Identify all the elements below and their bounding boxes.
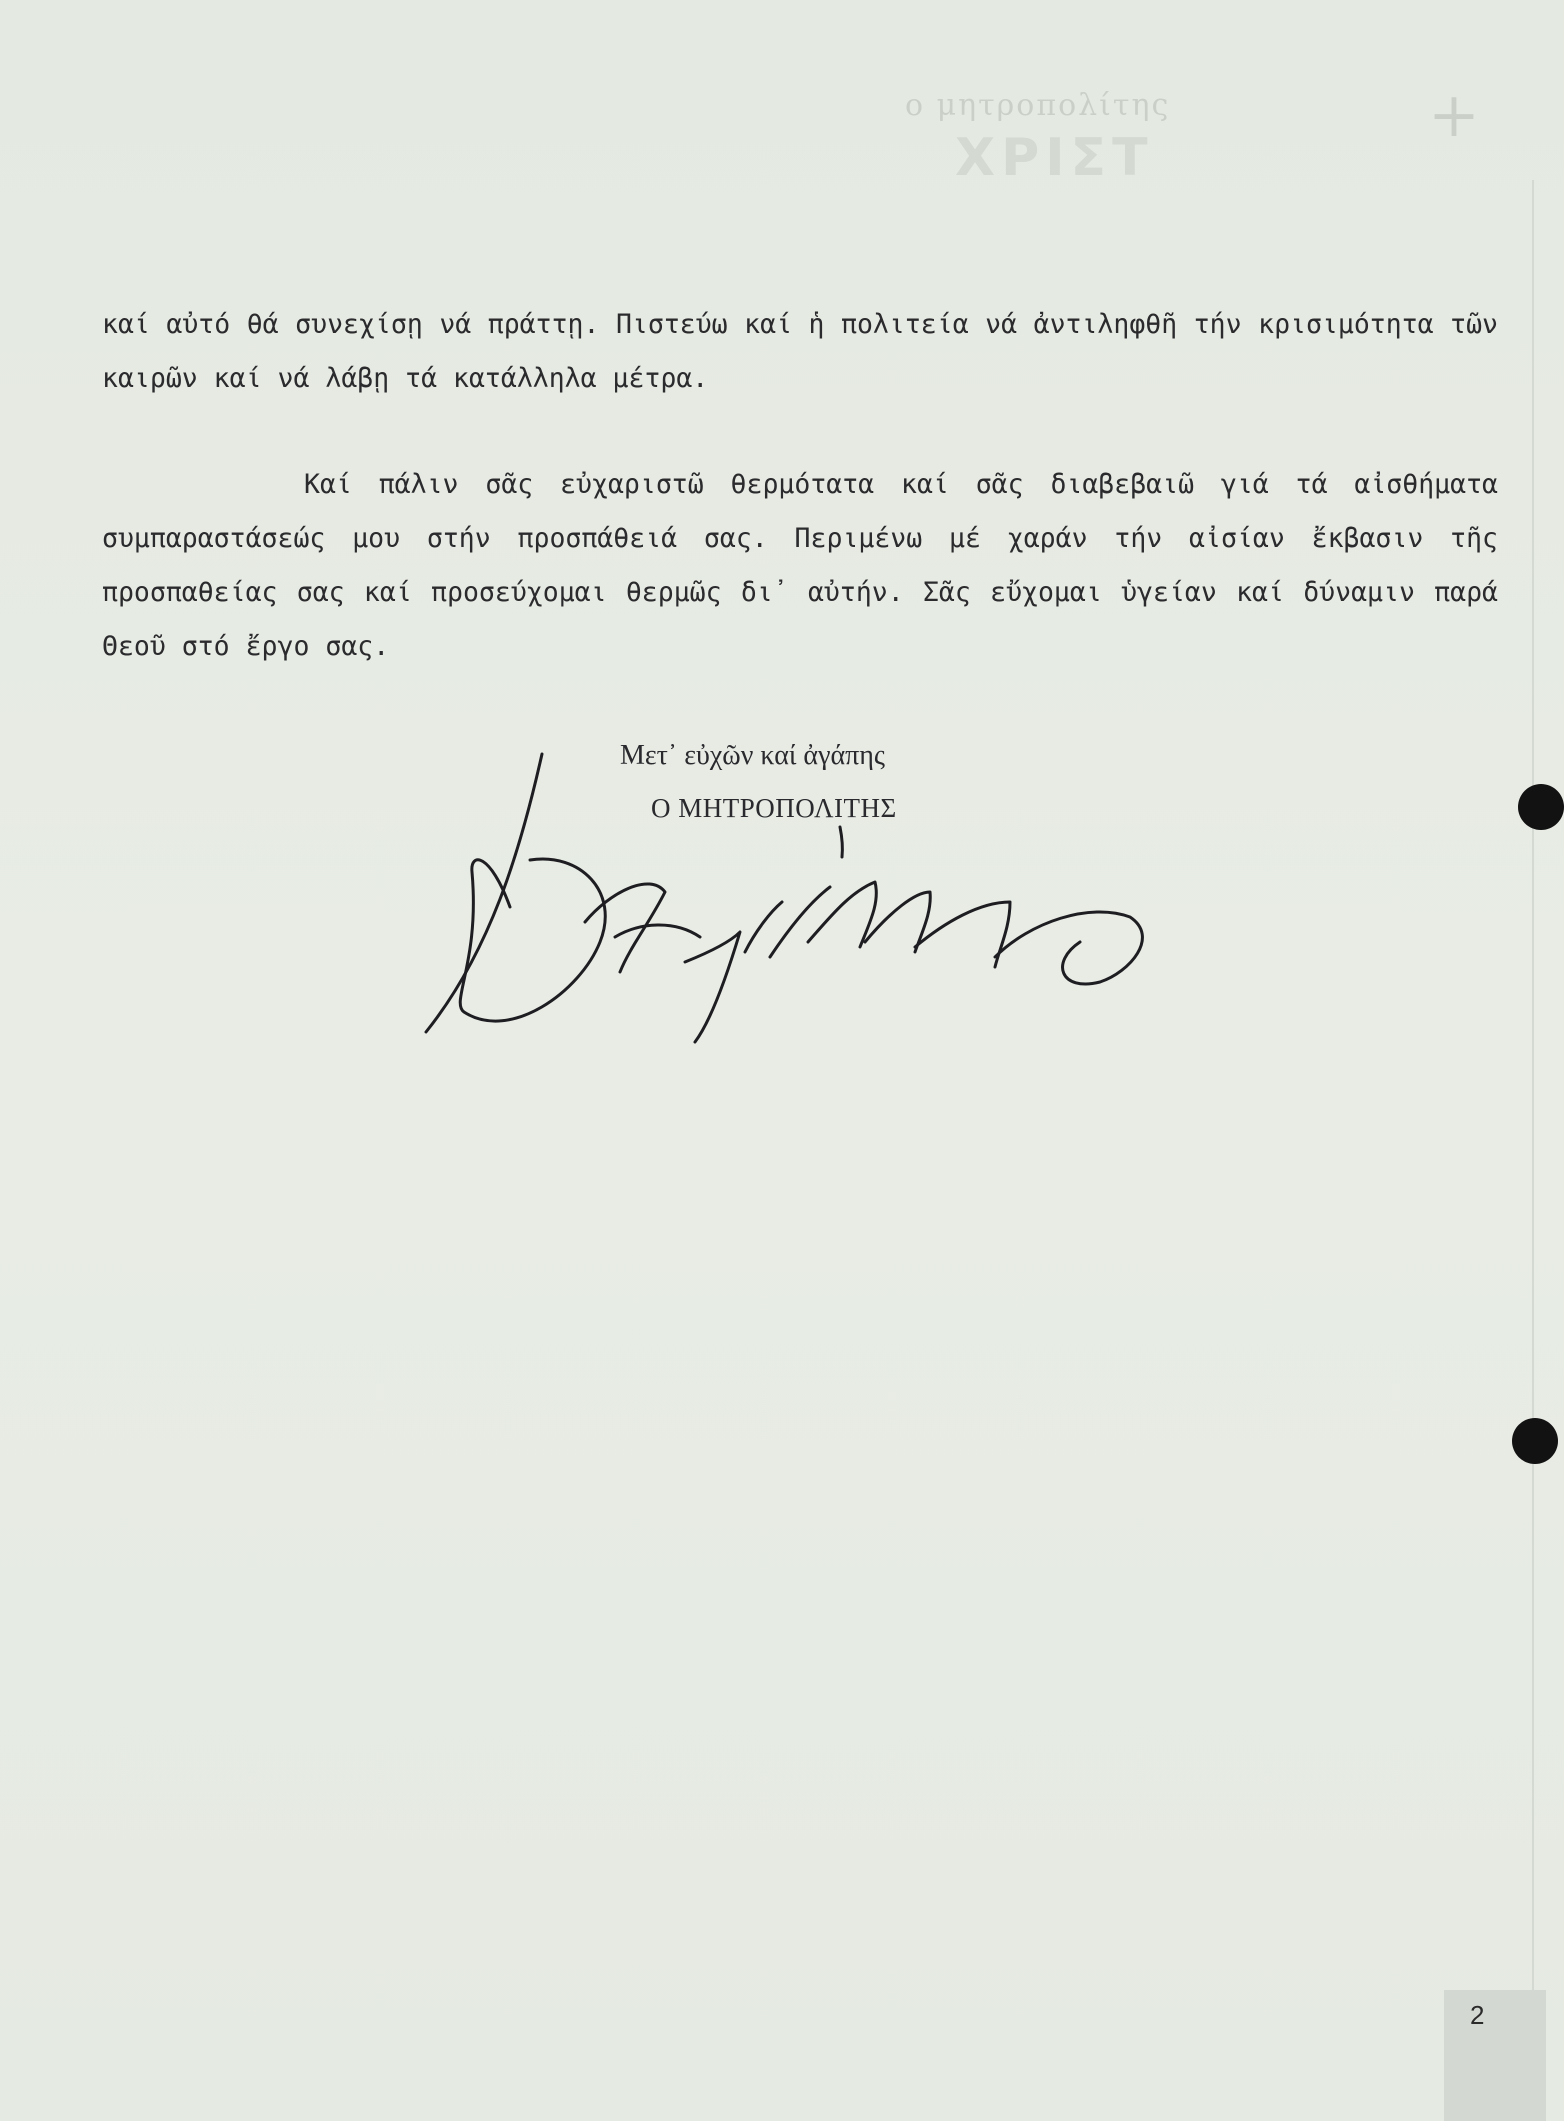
paper-edge-line bbox=[1532, 180, 1534, 2080]
closing-greeting: Μετ᾽ εὐχῶν καί ἀγάπης bbox=[620, 740, 886, 771]
letterhead-bleed-line-2: ΧΡΙΣΤ bbox=[955, 128, 1154, 188]
closing-title: Ο ΜΗΤΡΟΠΟΛΙΤΗΣ bbox=[651, 793, 897, 823]
body-paragraph-1: καί αὐτό θά συνεχίσῃ νά πράττῃ. Πιστεύω καί ἡ πολιτεία νά ἀντιληφθῆ τήν κρισιμότητα τῶν καιρῶν καί νά λάβῃ τά κατάλληλα μέτρα. bbox=[102, 309, 1514, 394]
handwritten-signature bbox=[410, 742, 1310, 1062]
body-paragraph-2: Καί πάλιν σᾶς εὐχαριστῶ θερμότατα καί σᾶς διαβεβαιῶ γιά τά αἰσθήματα συμπαραστάσεώς μου στήν προσπάθειά σας. Περιμένω μέ χαράν τήν αἰσίαν ἔκβασιν τῆς προσπαθείας σας καί προσεύχομαι θερμῶς δι᾽ αὐτήν. Σᾶς εὔχομαι ὑγείαν καί δύναμιν παρά Θεοῦ στό ἔργο σας. bbox=[102, 469, 1514, 662]
letterhead-bleed-cross: + bbox=[1428, 78, 1480, 151]
page-number-box bbox=[1444, 1990, 1546, 2121]
punch-hole-lower bbox=[1512, 1418, 1558, 1464]
page-number: 2 bbox=[1470, 2000, 1485, 2030]
letterhead-bleed-line-1: ο μητροπολίτης bbox=[905, 88, 1171, 123]
punch-hole-upper bbox=[1518, 784, 1564, 830]
